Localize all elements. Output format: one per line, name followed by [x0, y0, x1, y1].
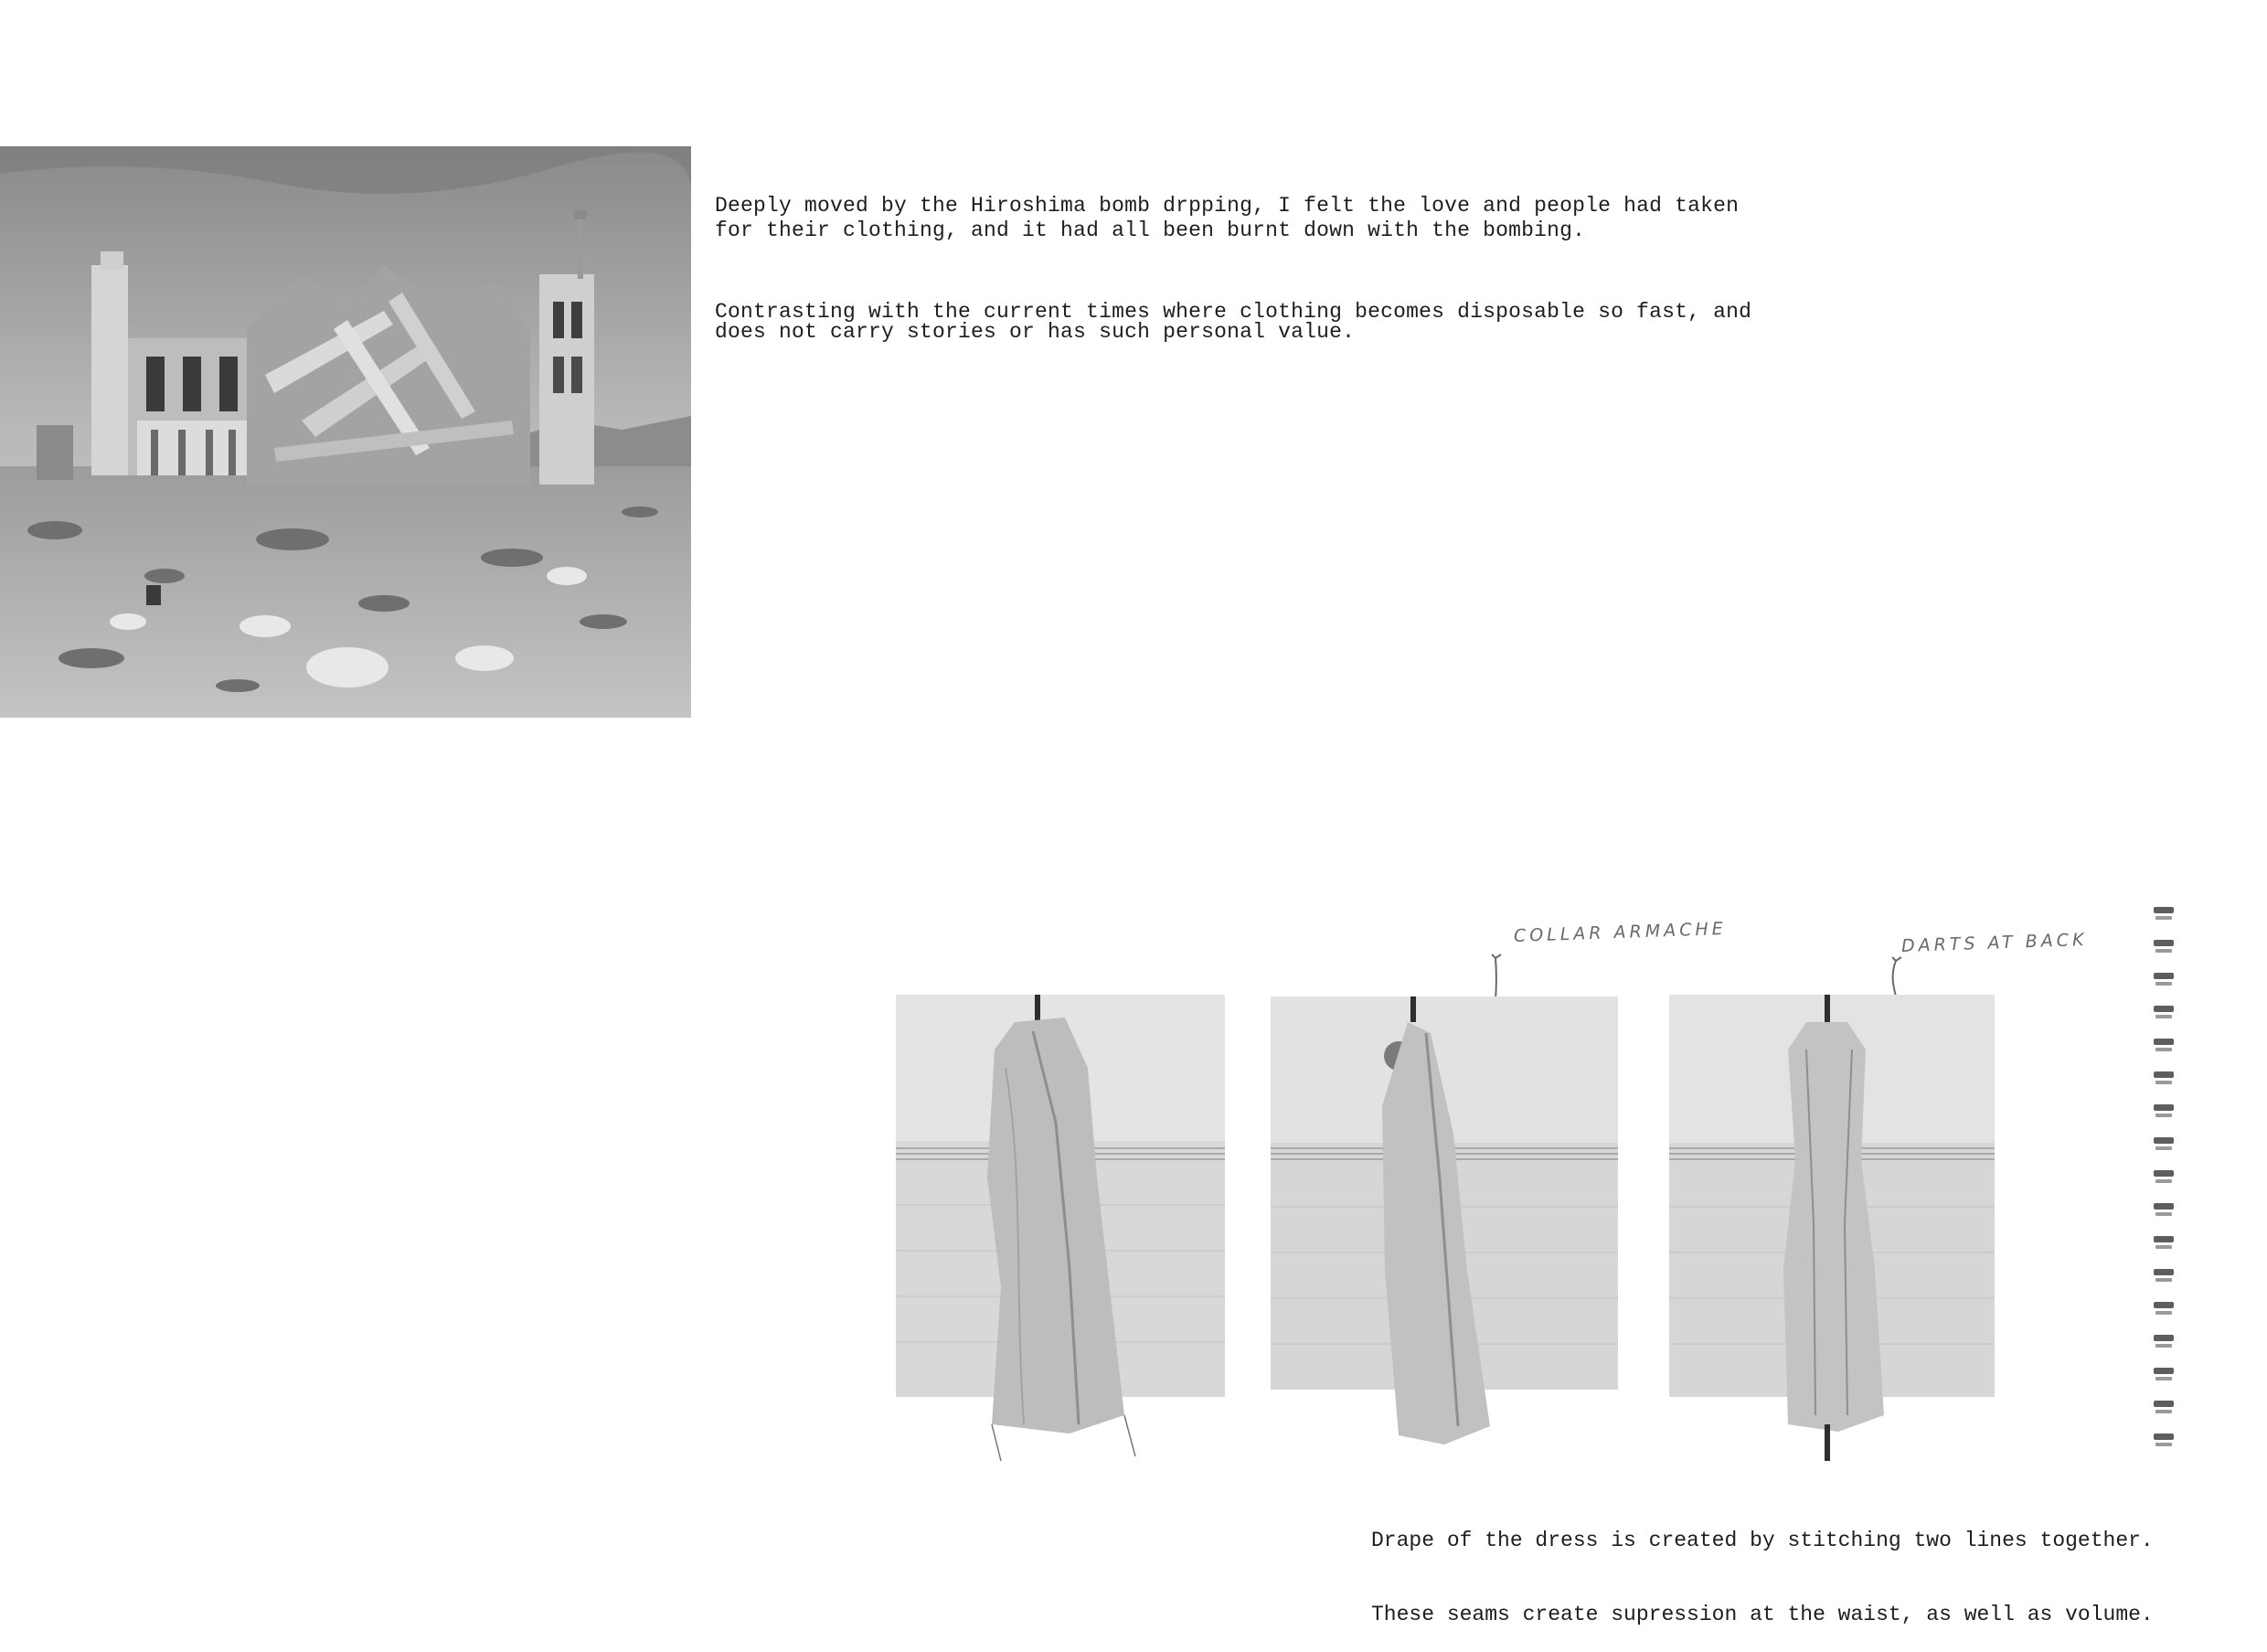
intro-text-block	[715, 144, 1812, 376]
intro-paragraph-2	[715, 302, 1812, 342]
dress-photo-front	[896, 995, 1225, 1461]
caption-line-2: These seams create supression at the waist, as well as volume.	[1371, 1603, 2154, 1626]
dress-photo-back	[1669, 995, 1995, 1461]
intro-paragraph-1	[715, 194, 1812, 243]
intro-p2-line-2: does not carry stories or has such personal value.	[715, 320, 1356, 344]
intro-p1-line-1: Deeply moved by the Hiroshima bomb drpping, I felt the love and people had taken	[715, 194, 1740, 218]
hiroshima-ruins-photo	[0, 146, 691, 718]
collar-annotation: COLLAR ARMACHE	[1513, 918, 1728, 946]
intro-p2-line-1: Contrasting with the current times where clothing becomes disposable so fast, and	[715, 300, 1752, 324]
drape-caption	[1371, 1479, 2194, 1652]
dress-photo-side	[1271, 997, 1618, 1463]
darts-annotation: DARTS AT BACK	[1900, 929, 2088, 956]
spiral-binding	[2150, 905, 2179, 1465]
intro-p1-line-2: for their clothing, and it had all been burnt down with the bombing.	[715, 218, 1586, 242]
caption-line-1: Drape of the dress is created by stitching two lines together.	[1371, 1529, 2154, 1552]
